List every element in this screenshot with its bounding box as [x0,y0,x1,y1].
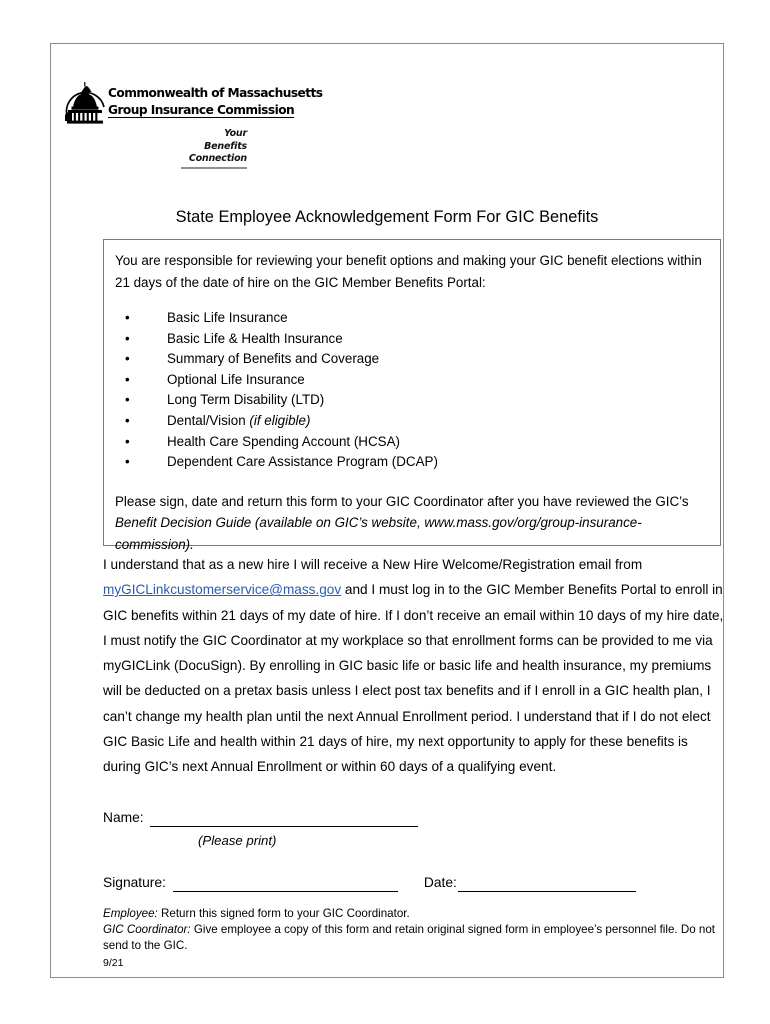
benefit-label: Basic Life Insurance [167,310,288,325]
employee-role-label: Employee: [103,907,158,920]
name-label: Name: [103,810,144,825]
list-item [115,432,708,453]
benefit-label: Basic Life & Health Insurance [167,330,343,346]
benefit-label: Long Term Disability (LTD) [167,392,325,408]
date-label: Date: [423,875,457,890]
benefit-options-list [115,308,708,473]
signature-input-line[interactable] [173,877,398,892]
page-content [51,44,723,977]
benefit-label: Dental/Vision (if eligible) [167,412,311,428]
logo-commission-line: Group Insurance Commission [108,102,295,117]
bullet-icon: • [125,310,130,325]
acknowledgement-part-1: I understand that as a new hire I will receive a New Hire Welcome/Registration email from [103,557,643,572]
gic-logo [63,74,323,169]
coordinator-instruction-text: Give employee a copy of this form and retain original signed form in employee’s personnel file. Do not send to the GIC. [103,923,715,953]
page-title: State Employee Acknowledgement Form For GIC Benefits [175,208,599,226]
coordinator-role-label: GIC Coordinator: [103,923,191,937]
logo-row [63,74,323,124]
bullet-icon: • [125,392,130,408]
employee-instruction-text: Return this signed form to your GIC Coordinator. [157,907,410,920]
list-item [115,452,708,473]
list-item [115,411,708,432]
notice-outro-plain: Please sign, date and return this form to your GIC Coordinator after you have reviewed the GIC’s [115,493,689,509]
benefit-label: Summary of Benefits and Coverage [167,351,380,367]
bullet-icon: • [125,351,130,367]
list-item [115,370,708,391]
notice-intro-text: You are responsible for reviewing your benefit options and making your GIC benefit elections within 21 days of the date of hire on the GIC Member Benefits Portal: [115,253,702,290]
please-print-hint: (Please print) [198,833,277,848]
tagline-divider [181,167,247,169]
logo-commonwealth-line: Commonwealth of Massachusetts [108,86,323,100]
footer-instructions [103,906,721,971]
form-page-sheet [50,43,724,978]
signature-date-row [103,874,723,892]
benefit-label: Health Care Spending Account (HCSA) [167,433,400,449]
name-input-line[interactable] [150,812,418,827]
logo-wordmark [108,74,323,119]
benefit-label: Optional Life Insurance [167,371,305,387]
benefit-label: Dependent Care Assistance Program (DCAP) [167,454,438,470]
responsibilities-notice-box [103,239,721,552]
tagline-line-1: Your [224,128,247,139]
revision-code: 9/21 [103,956,124,969]
signature-label: Signature: [103,875,166,890]
date-input-line[interactable] [458,877,636,892]
bullet-icon: • [125,371,130,387]
list-item [115,329,708,350]
bullet-icon: • [125,330,130,346]
bullet-icon: • [125,412,130,428]
massachusetts-state-house-dome-icon [63,76,107,124]
logo-tagline [107,128,247,169]
tagline-line-3: Connection [188,153,247,164]
notice-outro-italic: Benefit Decision Guide (available on GIC’s website, www.mass.gov/org/group-insurance-commission). [115,515,642,552]
acknowledgement-paragraph [103,552,727,780]
bullet-icon: • [125,454,130,470]
gic-support-email-link[interactable]: myGICLinkcustomerservice@mass.gov [103,582,342,598]
bullet-icon: • [125,433,130,449]
acknowledgement-part-2: and I must log in to the GIC Member Benefits Portal to enroll in GIC benefits within 21 days of my date of hire. If I don’t receive an email within 10 days of my hire date, I must notify the GIC Coordinator at my workplace so that enrollment forms can be provided to me via myGICLink (DocuSign). By enrolling in GIC basic life or basic life and health insurance, my premiums will be deducted on a pretax basis unless I elect post tax benefits and if I enroll in a GIC health plan, I can’t change my health plan until the next Annual Enrollment period. I understand that if I do not elect GIC Basic Life and health within 21 days of hire, my next opportunity to apply for these benefits is during GIC’s next Annual Enrollment or within 60 days of a qualifying event. [103,582,724,775]
coordinator-instruction-line [103,922,721,954]
list-item [115,390,708,411]
list-item [115,308,708,329]
tagline-line-2: Benefits [204,140,247,152]
notice-outro-text [115,491,708,556]
employee-instruction-line [103,906,721,922]
list-item [115,349,708,370]
signature-block [103,809,723,892]
name-field-row [103,809,723,827]
